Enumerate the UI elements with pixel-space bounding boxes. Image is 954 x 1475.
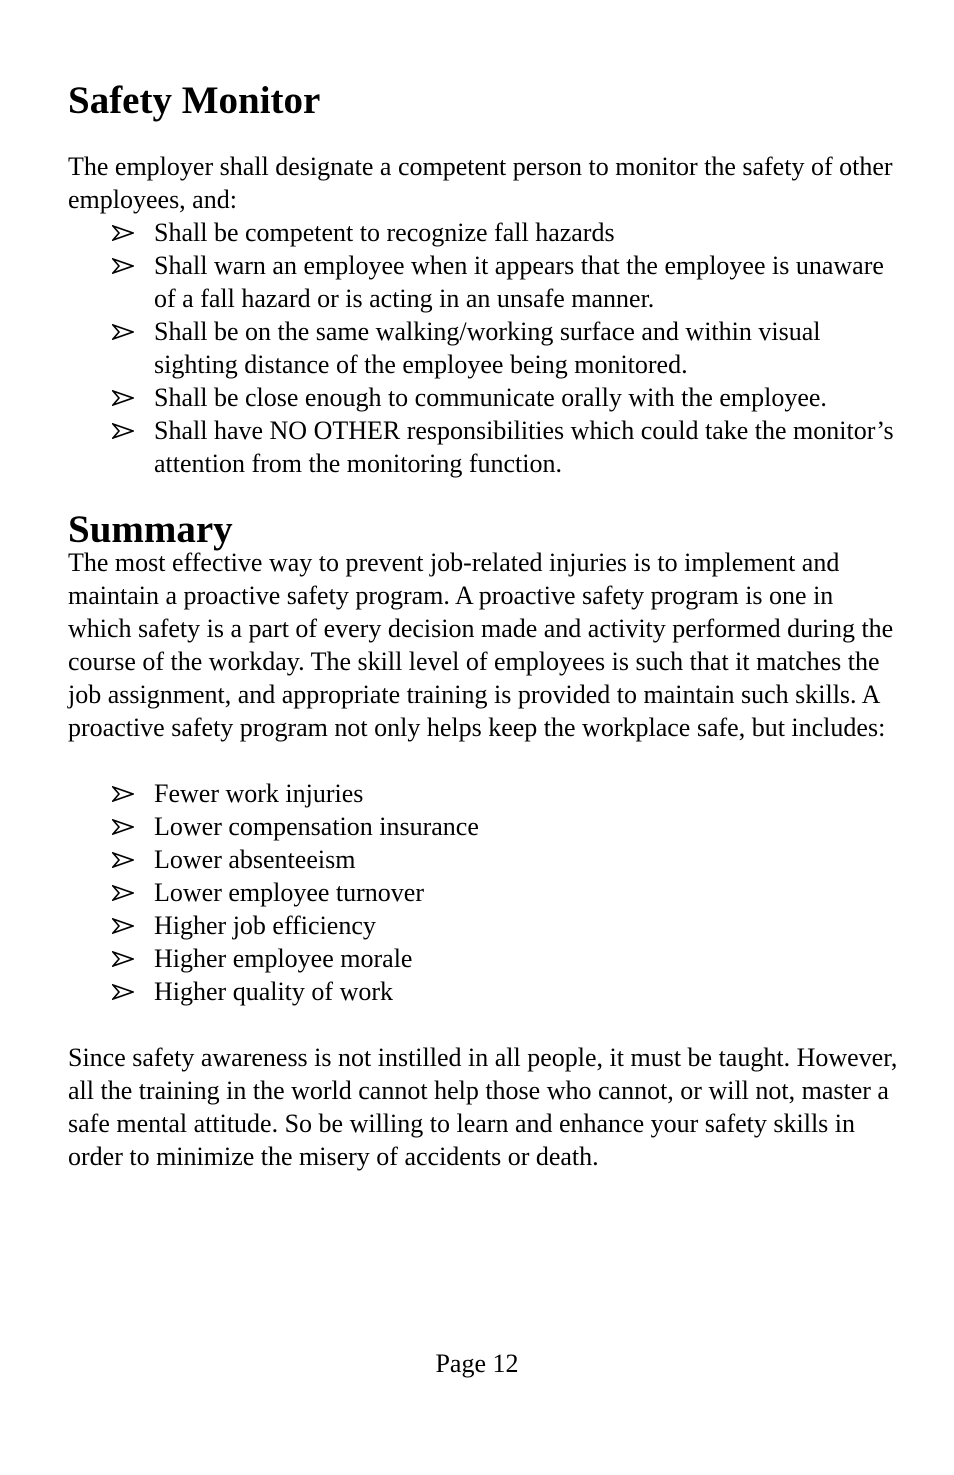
arrowhead-bullet-icon (112, 315, 136, 348)
list-item-text: Fewer work injuries (154, 779, 364, 808)
list-item (68, 942, 898, 975)
arrowhead-bullet-icon (112, 885, 134, 901)
list-item-text: Higher job efficiency (154, 911, 376, 940)
list-item-text: Shall be competent to recognize fall hazards (154, 218, 615, 247)
list-item (68, 777, 898, 810)
list-item (68, 876, 898, 909)
arrowhead-bullet-icon (112, 975, 136, 1008)
list-item-text: Higher quality of work (154, 977, 394, 1006)
spacer (68, 1008, 898, 1041)
document-page (68, 79, 898, 1173)
list-item (68, 414, 898, 480)
arrowhead-bullet-icon (112, 414, 136, 447)
arrowhead-bullet-icon (112, 423, 134, 439)
list-item-text: Higher employee morale (154, 944, 413, 973)
safety-monitor-list (68, 216, 898, 480)
list-item (68, 315, 898, 381)
arrowhead-bullet-icon (112, 249, 136, 282)
arrowhead-bullet-icon (112, 909, 136, 942)
arrowhead-bullet-icon (112, 852, 134, 868)
arrowhead-bullet-icon (112, 324, 134, 340)
summary-body: The most effective way to prevent job-related injuries is to implement and maintain a proactive safety program. A proactive safety program is one in which safety is a part of every decision made and activity performed during the course of the workday. The skill level of employees is such that it matches the job assignment, and appropriate training is provided to maintain such skills. A proactive safety program not only helps keep the workplace safe, but includes: (68, 548, 894, 742)
arrowhead-bullet-icon (112, 876, 136, 909)
list-item-text: Lower absenteeism (154, 845, 356, 874)
safety-monitor-intro: The employer shall designate a competent person to monitor the safety of other employees, and: (68, 152, 893, 214)
list-item (68, 381, 898, 414)
arrowhead-bullet-icon (112, 390, 134, 406)
list-item-text: Shall warn an employee when it appears that the employee is unaware of a fall hazard or is acting in an unsafe manner. (154, 251, 884, 313)
arrowhead-bullet-icon (112, 942, 136, 975)
arrowhead-bullet-icon (112, 225, 134, 241)
summary-benefits-list (68, 777, 898, 1008)
arrowhead-bullet-icon (112, 984, 134, 1000)
list-item (68, 249, 898, 315)
section-heading-summary: Summary (68, 508, 233, 551)
arrowhead-bullet-icon (112, 951, 134, 967)
arrowhead-bullet-icon (112, 918, 134, 934)
list-item (68, 216, 898, 249)
spacer (68, 744, 898, 777)
list-item-text: Shall be close enough to communicate orally with the employee. (154, 383, 827, 412)
arrowhead-bullet-icon (112, 381, 136, 414)
list-item (68, 843, 898, 876)
list-item (68, 975, 898, 1008)
arrowhead-bullet-icon (112, 786, 134, 802)
page-number: Page 12 (435, 1349, 519, 1378)
list-item (68, 810, 898, 843)
arrowhead-bullet-icon (112, 843, 136, 876)
arrowhead-bullet-icon (112, 258, 134, 274)
section-heading-safety-monitor: Safety Monitor (68, 79, 321, 122)
list-item-text: Shall have NO OTHER responsibilities which could take the monitor’s attention from the monitoring function. (154, 416, 894, 478)
list-item-text: Shall be on the same walking/working surface and within visual sighting distance of the employee being monitored. (154, 317, 821, 379)
arrowhead-bullet-icon (112, 777, 136, 810)
arrowhead-bullet-icon (112, 819, 134, 835)
arrowhead-bullet-icon (112, 216, 136, 249)
arrowhead-bullet-icon (112, 810, 136, 843)
list-item-text: Lower employee turnover (154, 878, 425, 907)
summary-closing: Since safety awareness is not instilled in all people, it must be taught. However, all the training in the world cannot help those who cannot, or will not, master a safe mental attitude. So be willing to learn and enhance your safety skills in order to minimize the misery of accidents or death. (68, 1043, 898, 1171)
list-item-text: Lower compensation insurance (154, 812, 479, 841)
list-item (68, 909, 898, 942)
